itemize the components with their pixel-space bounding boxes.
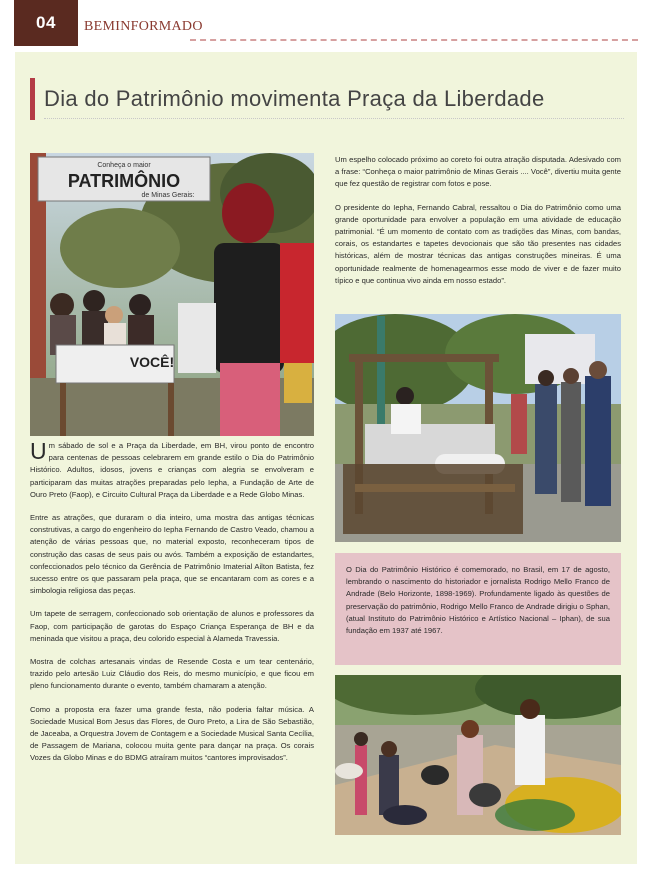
photo-loom	[335, 314, 621, 542]
left-paragraph-2: Entre as atrações, que duraram o dia inteiro, uma mostra das antigas técnicas construtivas, a cargo do engenheiro do Iepha Fernando de Castro Veado, chamou a atenção de várias pessoas que, no material exposto, reconheceram tipos de construção das casas de seus pais ou avós. Também a exposição de estandartes, confeccionados pelo técnico da Gerência de Patrimônio Imaterial Ailton Batista, fez sucesso entre os que passaram pela praça, que se encantaram com as cores e a simbologia religiosa das peças.	[30, 513, 314, 596]
right-paragraph-1: Um espelho colocado próximo ao coreto foi outra atração disputada. Adesivado com a frase: “Conheça o maior patrimônio de Minas Gerais .... Você”, divertiu muita gente que fez questão de registrar com fotos e pose.	[335, 155, 621, 189]
title-accent-bar	[30, 78, 35, 120]
title-divider	[44, 118, 624, 119]
magazine-brand: BEMINFORMADO	[84, 19, 203, 34]
left-paragraph-4: Mostra de colchas artesanais vindas de Resende Costa e um tear centenário, trazido pelo artesão Luiz Cláudio dos Reis, do mesmo município, e que ficou em pleno funcionamento durante o evento, também chamaram a atenção.	[30, 657, 314, 691]
article-title: Dia do Patrimônio movimenta Praça da Liberdade	[44, 86, 545, 111]
sign-line-1: Conheça o maior	[97, 162, 151, 169]
left-paragraph-3: Um tapete de serragem, confeccionado sob orientação de alunos e professores da Faop, com participação de garotas do Espaço Criança Esperança de BH e da meninada que visitou a praça, deu colorido especial à Alameda Travessia.	[30, 609, 314, 643]
photo-mirror-sign	[30, 153, 314, 436]
left-paragraph-5: Como a proposta era fazer uma grande festa, não poderia faltar música. A Sociedade Musical Bom Jesus das Flores, de Ouro Preto, a Lira de São Sebastião, de Jaceaba, a Orquestra Jovem de Contagem e a Sociedade Musical Santa Cecília, de Passagem de Mariana, colocou muita gente para dançar na praça. Os corais Vozes da Globo Minas e do BDMG atraíram muitos “cantores improvisados”.	[30, 704, 314, 763]
info-box: O Dia do Patrimônio Histórico é comemorado, no Brasil, em 17 de agosto, lembrando o nascimento do historiador e jornalista Rodrigo Mello Franco de Andrade (Belo Horizonte, 1898-1969). Profundamente ligado às questões de preservação do patrimônio, Rodrigo Mello Franco de Andrade dirigiu o Sphan, (atual Instituto do Patrimônio Histórico e Artístico Nacional – Iphan), de sua fundação em 1937 até 1967.	[335, 553, 621, 665]
page-number: 04	[14, 0, 78, 46]
sign-line-2: PATRIMÔNIO	[67, 171, 181, 191]
right-column	[335, 154, 621, 298]
sign-voce: VOCÊ!	[129, 354, 175, 370]
sign-line-3: de Minas Gerais:	[141, 192, 195, 199]
left-column	[30, 440, 314, 776]
drop-cap: U	[30, 438, 47, 464]
right-paragraph-2: O presidente do Iepha, Fernando Cabral, ressaltou o Dia do Patrimônio como uma grande oportunidade para envolver a população em uma atividade de educação patrimonial. “É um momento de contato com as tradições das Minas, com bandas, corais, os estandartes e tapetes devocionais que são tão presentes nas cidades históricas, além de mostrar técnicas das antigas construções mineiras. É uma oportunidade realmente de homenagearmos esse modo de viver e de fazer muito típico e que continua vivo ainda em nosso estado”.	[335, 202, 621, 285]
photo-sawdust-carpet	[335, 675, 621, 835]
header-rule	[190, 39, 638, 41]
left-paragraph-1: Um sábado de sol e a Praça da Liberdade, em BH, virou ponto de encontro para centenas de pessoas celebrarem em grande estilo o Dia do Patrimônio Histórico. Adultos, idosos, jovens e crianças com alegria se envolveram e participaram das muitas atrações preparadas pelo Iepha, a Fundação de Arte de Ouro Preto (Faop), e Circuito Cultural Praça da Liberdade e a Rede Globo Minas.	[30, 438, 314, 499]
